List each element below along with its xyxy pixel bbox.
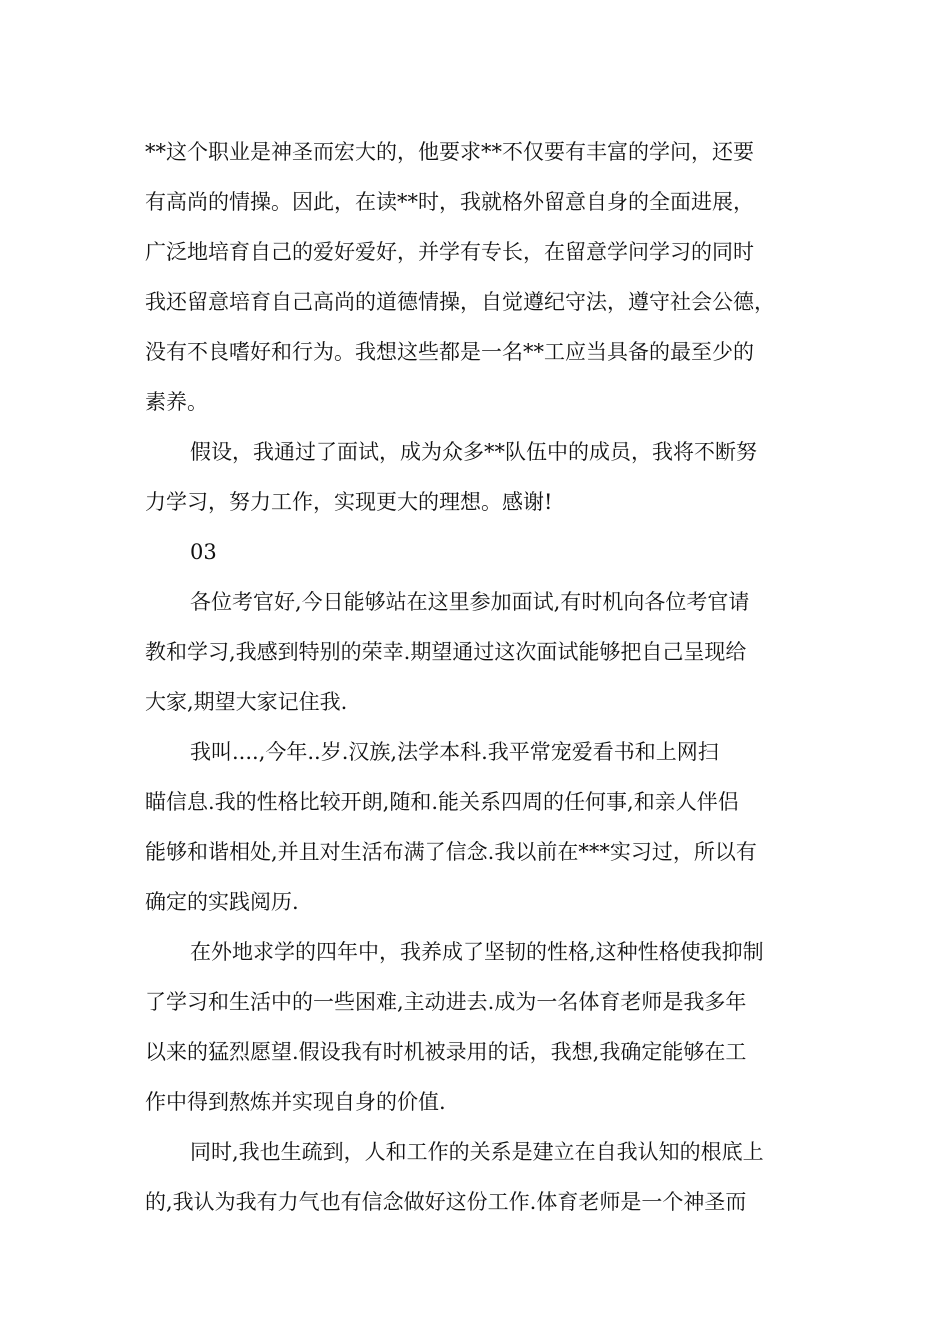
paragraph-first-line: 在外地求学的四年中，我养成了坚韧的性格,这种性格使我抑制 xyxy=(190,940,764,964)
paragraph-first-line: 各位考官好,今日能够站在这里参加面试,有时机向各位考官请 xyxy=(190,590,750,614)
text-line: 能够和谐相处,并且对生活布满了信念.我以前在***实习过，所以有 xyxy=(145,840,757,864)
text-line: 没有不良嗜好和行为。我想这些都是一名**工应当具备的最至少的 xyxy=(145,340,754,364)
text-line: **这个职业是神圣而宏大的，他要求**不仅要有丰富的学问，还要 xyxy=(145,140,754,164)
text-line: 作中得到熬炼并实现自身的价值. xyxy=(145,1090,446,1114)
text-line: 大家,期望大家记住我. xyxy=(145,690,348,714)
text-line: 了学习和生活中的一些困难,主动进去.成为一名体育老师是我多年 xyxy=(145,990,747,1014)
text-line: 素养。 xyxy=(145,390,208,414)
paragraph-first-line: 假设，我通过了面试，成为众多**队伍中的成员，我将不断努 xyxy=(190,440,757,464)
text-line: 广泛地培育自己的爱好爱好，并学有专长，在留意学问学习的同时 xyxy=(145,240,754,264)
text-line: 瞄信息.我的性格比较开朗,随和.能关系四周的任何事,和亲人伴侣 xyxy=(145,790,739,814)
paragraph-first-line: 我叫....,今年..岁.汉族,法学本科.我平常宠爱看书和上网扫 xyxy=(190,740,719,764)
text-line: 确定的实践阅历. xyxy=(145,890,299,914)
text-line: 的,我认为我有力气也有信念做好这份工作.体育老师是一个神圣而 xyxy=(145,1190,747,1214)
text-line: 以来的猛烈愿望.假设我有时机被录用的话，我想,我确定能够在工 xyxy=(145,1040,747,1064)
text-line: 教和学习,我感到特别的荣幸.期望通过这次面试能够把自己呈现给 xyxy=(145,640,747,664)
paragraph-first-line: 同时,我也生疏到，人和工作的关系是建立在自我认知的根底上 xyxy=(190,1140,764,1164)
text-line: 有高尚的情操。因此，在读**时，我就格外留意自身的全面进展， xyxy=(145,190,754,214)
text-line: 力学习，努力工作，实现更大的理想。感谢! xyxy=(145,490,553,514)
section-number: 03 xyxy=(190,540,217,564)
text-line: 我还留意培育自己高尚的道德情操，自觉遵纪守法，遵守社会公德， xyxy=(145,290,775,314)
